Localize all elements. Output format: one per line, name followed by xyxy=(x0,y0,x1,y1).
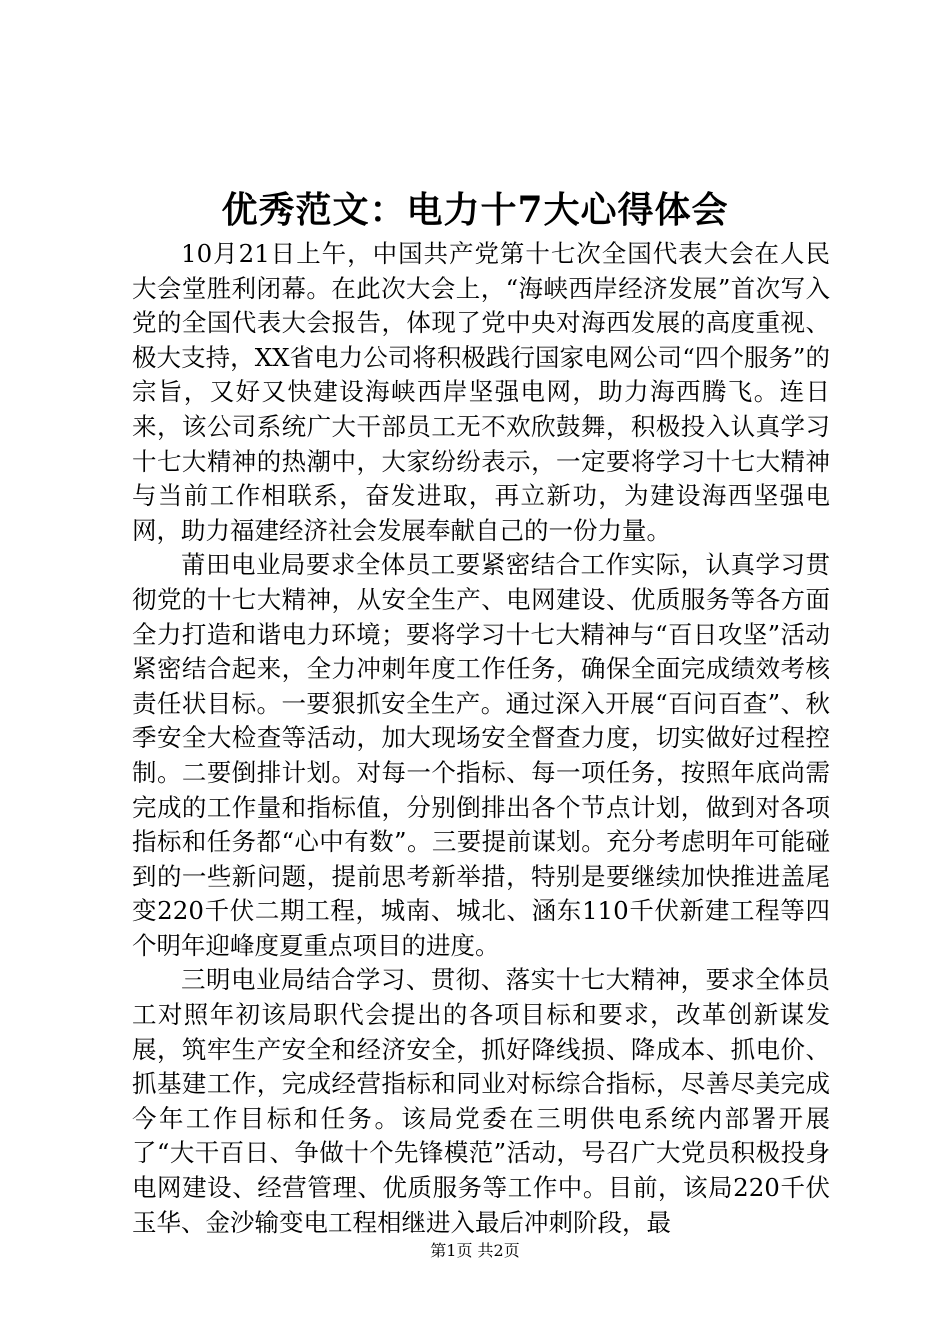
paragraph-1: 10月21日上午，中国共产党第十七次全国代表大会在人民大会堂胜利闭幕。在此次大会上，“海峡西岸经济发展”首次写入党的全国代表大会报告，体现了党中央对海西发展的高度重视、极大支持，XX省电力公司将积极践行国家电网公司“四个服务”的宗旨，又好又快建设海峡西岸坚强电网，助力海西腾飞。连日来，该公司系统广大干部员工无不欢欣鼓舞，积极投入认真学习十七大精神的热潮中，大家纷纷表示，一定要将学习十七大精神与当前工作相联系，奋发进取，再立新功，为建设海西坚强电网，助力福建经济社会发展奉献自己的一份力量。 xyxy=(132,239,830,545)
paragraph-2: 莆田电业局要求全体员工要紧密结合工作实际，认真学习贯彻党的十七大精神，从安全生产、电网建设、优质服务等各方面全力打造和谐电力环境；要将学习十七大精神与“百日攻坚”活动紧密结合起来，全力冲刺年度工作任务，确保全面完成绩效考核责任状目标。一要狠抓安全生产。通过深入开展“百问百查”、秋季安全大检查等活动，加大现场安全督查力度，切实做好过程控制。二要倒排计划。对每一个指标、每一项任务，按照年底尚需完成的工作量和指标值，分别倒排出各个节点计划，做到对各项指标和任务都“心中有数”。三要提前谋划。充分考虑明年可能碰到的一些新问题，提前思考新举措，特别是要继续加快推进盖尾变220千伏二期工程，城南、城北、涵东110千伏新建工程等四个明年迎峰度夏重点项目的进度。 xyxy=(132,550,830,960)
document-title: 优秀范文：电力十7大心得体会 xyxy=(221,189,729,231)
document-body xyxy=(132,237,830,1240)
paragraph-3: 三明电业局结合学习、贯彻、落实十七大精神，要求全体员工对照年初该局职代会提出的各项目标和要求，改革创新谋发展，筑牢生产安全和经济安全，抓好降线损、降成本、抓电价、抓基建工作，完成经营指标和同业对标综合指标，尽善尽美完成今年工作目标和任务。该局党委在三明供电系统内部署开展了“大干百日、争做十个先锋模范”活动，号召广大党员积极投身电网建设、经营管理、优质服务等工作中。目前，该局220千伏玉华、金沙输变电工程相继进入最后冲刺阶段，最 xyxy=(132,965,830,1237)
page-number-footer: 第1页 共2页 xyxy=(430,1241,520,1260)
